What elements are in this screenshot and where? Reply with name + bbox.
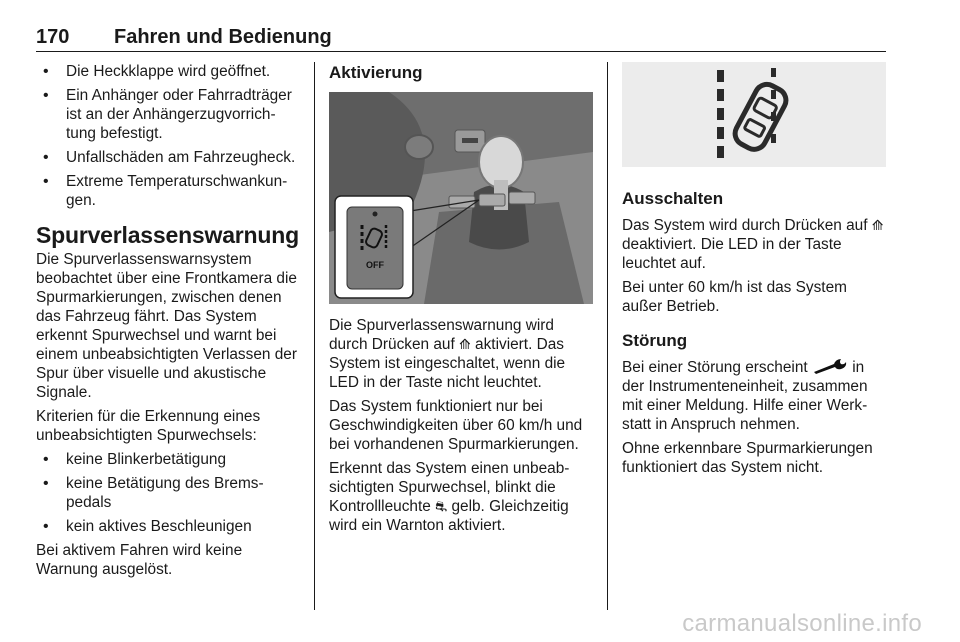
section-title: Spurverlassenswarnung <box>36 222 299 248</box>
activation-heading: Aktivierung <box>329 63 423 82</box>
wrench-icon <box>812 358 848 374</box>
column-3 <box>622 62 886 482</box>
speed-paragraph: Das System funktioniert nur bei Geschwindigkeiten über 60 km/h und bei vorhandenen Spurmarkierungen. <box>329 398 583 453</box>
page-number: 170 <box>36 26 70 48</box>
activation-paragraph: Die Spurverlassenswarnung wird durch Drücken auf ⟰ aktiviert. Das System ist eingeschaltet, wenn die LED in der Taste nicht leuchtet. <box>329 317 566 391</box>
intro-paragraph: Die Spurverlassenswarnsystem beobachtet über eine Frontkamera die Spurmarkierungen, zwischen denen das Fahrzeug fährt. Das System erkennt Spurwechsel und warnt bei einem unbeabsichtigten Verlassen der Spur über visuelle und akustische Signale. <box>36 251 297 401</box>
list-item: • Die Heckklappe wird geöffnet. <box>36 62 300 81</box>
closing-paragraph: Bei aktivem Fahren wird keine Warnung ausgelöst. <box>36 542 243 578</box>
lane-button-icon: ⟰ <box>459 336 471 352</box>
watermark: carmanualsonline.info <box>682 610 922 637</box>
column-1 <box>36 62 300 584</box>
off-label: OFF <box>366 260 384 270</box>
list-item: • Unfallschäden am Fahrzeugheck. <box>36 148 300 167</box>
low-speed-paragraph: Bei unter 60 km/h ist das System außer Betrieb. <box>622 279 847 315</box>
fault-heading: Störung <box>622 331 688 350</box>
no-markings-paragraph: Ohne erkennbare Spurmarkierungen funktioniert das System nicht. <box>622 440 873 476</box>
criteria-intro: Kriterien für die Erkennung eines unbeabsichtigten Spurwechsels: <box>36 408 261 444</box>
chapter-title: Fahren und Bedienung <box>114 26 332 48</box>
deactivation-heading: Ausschalten <box>622 189 724 208</box>
lane-button-icon: ⟰ <box>871 217 884 233</box>
warning-paragraph: Erkennt das System einen unbeabsichtigten Spurwechsel, blinkt die Kontrollleuchte ⛐ gelb. Gleichzeitig wird ein Warnton aktiviert. <box>329 460 570 534</box>
page-header <box>36 26 886 52</box>
list-item: • keine Blinkerbetätigung <box>36 450 300 469</box>
column-divider <box>314 62 315 610</box>
column-2 <box>329 62 593 540</box>
list-item: • Ein Anhänger oder Fahrradträger ist an der Anhängerzugvorrichtung befestigt. <box>36 86 300 143</box>
console-illustration <box>329 92 593 304</box>
list-item: • kein aktives Beschleunigen <box>36 517 300 536</box>
list-item: • keine Betätigung des Bremspedals <box>36 474 300 512</box>
lane-departure-indicator <box>622 62 886 167</box>
column-divider <box>607 62 608 610</box>
lane-departure-icon <box>622 62 886 167</box>
condition-list <box>36 62 300 210</box>
lane-warning-icon: ⛐ <box>435 498 448 514</box>
fault-paragraph: Bei einer Störung erscheint in der Instrumenteneinheit, zusammen mit einer Meldung. Hilfe einer Werkstatt in Anspruch nehmen. <box>622 359 868 433</box>
deactivation-paragraph: Das System wird durch Drücken auf ⟰ deaktiviert. Die LED in der Taste leuchtet auf. <box>622 217 884 272</box>
console-photo <box>329 92 593 304</box>
criteria-list <box>36 450 300 536</box>
list-item: • Extreme Temperaturschwankungen. <box>36 172 300 210</box>
